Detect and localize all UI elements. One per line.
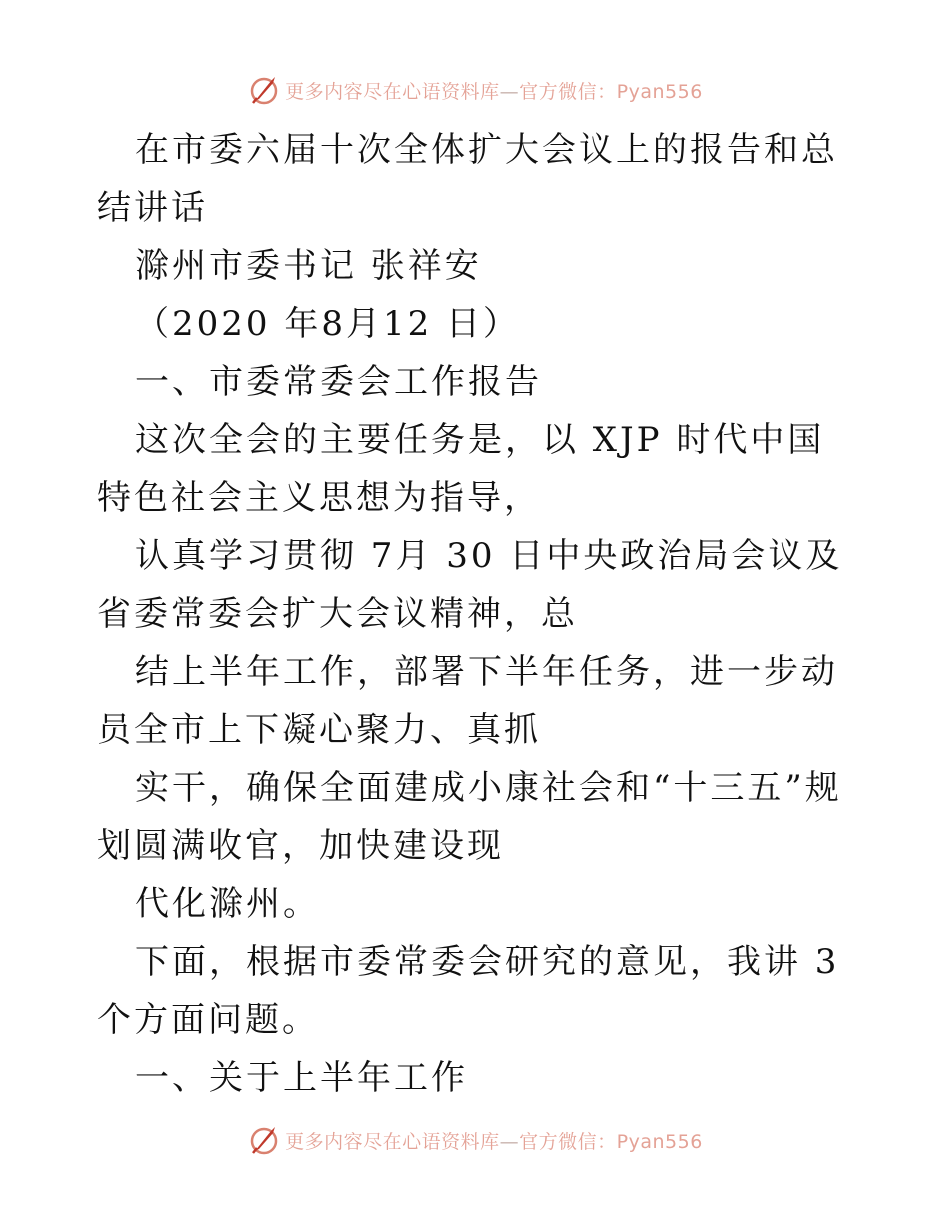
header-watermark bbox=[0, 70, 950, 110]
watermark-text: 更多内容尽在心语资料库—官方微信：Pyan556 bbox=[285, 1130, 703, 1153]
section-heading: 一、市委常委会工作报告 bbox=[135, 362, 542, 402]
document-title: 在市委六届十次全体扩大会议上的报告和总结讲话 bbox=[97, 130, 838, 228]
body-paragraph: 代化滁州。 bbox=[135, 884, 320, 924]
quill-pen-logo-icon bbox=[247, 1123, 281, 1157]
author-line: 滁州市委书记 张祥安 bbox=[135, 246, 482, 286]
body-paragraph: 实干，确保全面建成小康社会和“十三五”规划圆满收官，加快建设现 bbox=[97, 768, 842, 866]
document-body bbox=[97, 121, 857, 1107]
section-heading: 一、关于上半年工作 bbox=[135, 1058, 468, 1098]
body-paragraph: 下面，根据市委常委会研究的意见，我讲 3个方面问题。 bbox=[97, 942, 840, 1040]
footer-watermark bbox=[0, 1120, 950, 1160]
date-line: （2020 年8月12 日） bbox=[135, 304, 521, 344]
quill-pen-logo-icon bbox=[247, 73, 281, 107]
body-paragraph: 认真学习贯彻 7月 30 日中央政治局会议及省委常委会扩大会议精神，总 bbox=[97, 536, 843, 634]
watermark-text: 更多内容尽在心语资料库—官方微信：Pyan556 bbox=[285, 80, 703, 103]
body-paragraph: 这次全会的主要任务是，以 XJP 时代中国特色社会主义思想为指导， bbox=[97, 420, 825, 518]
body-paragraph: 结上半年工作，部署下半年任务，进一步动员全市上下凝心聚力、真抓 bbox=[97, 652, 838, 750]
